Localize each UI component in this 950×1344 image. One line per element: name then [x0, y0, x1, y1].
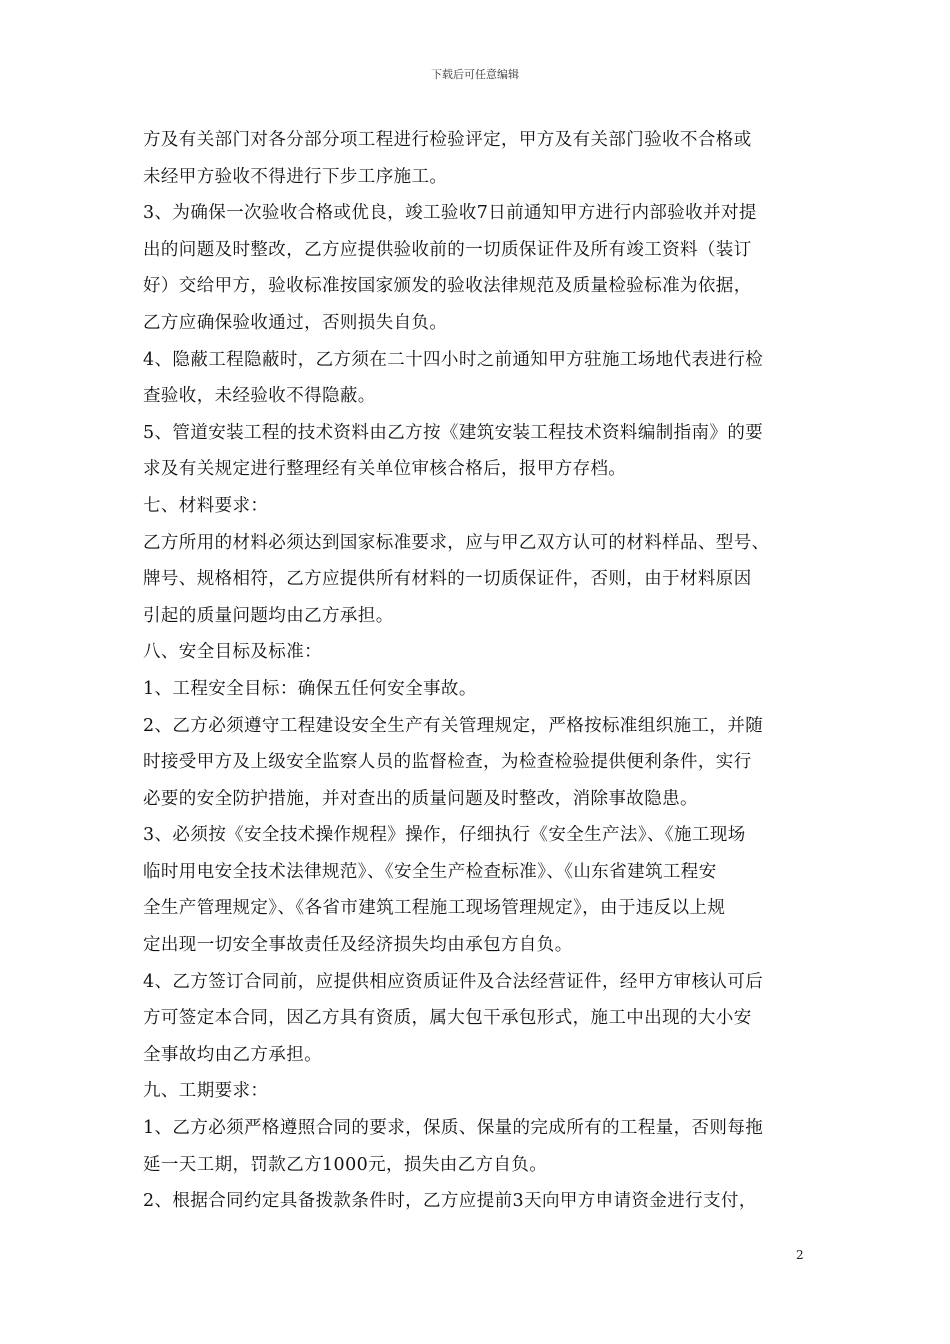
text-line: 1、工程安全目标：确保五任何安全事故。: [143, 678, 477, 699]
text-line: 2、乙方必须遵守工程建设安全生产有关管理规定，严格按标准组织施工，并随: [143, 715, 764, 736]
text-line: 出的问题及时整改，乙方应提供验收前的一切质保证件及所有竣工资料（装订: [143, 239, 752, 260]
text-line: 4、隐蔽工程隐蔽时，乙方须在二十四小时之前通知甲方驻施工场地代表进行检: [143, 349, 764, 370]
text-line: 乙方应确保验收通过，否则损失自负。: [143, 312, 448, 333]
text-line: 3、必须按《安全技术操作规程》操作，仔细执行《安全生产法》、《施工现场: [143, 825, 746, 846]
text-line: 方可签定本合同，因乙方具有资质，属大包干承包形式，施工中出现的大小安: [143, 1008, 752, 1029]
text-line: 定出现一切安全事故责任及经济损失均由承包方自负。: [143, 935, 573, 956]
page-number: 2: [796, 1248, 804, 1262]
text-line: 未经甲方验收不得进行下步工序施工。: [143, 166, 448, 187]
text-line: 好）交给甲方，验收标准按国家颁发的验收法律规范及质量检验标准为依据，: [143, 276, 752, 297]
text-line: 延一天工期，罚款乙方1000元，损失由乙方自负。: [143, 1154, 548, 1175]
text-line: 时接受甲方及上级安全监察人员的监督检查，为检查检验提供便利条件，实行: [143, 752, 752, 773]
text-line: 牌号、规格相符，乙方应提供所有材料的一切质保证件，否则，由于材料原因: [143, 569, 752, 590]
text-line: 必要的安全防护措施，并对查出的质量问题及时整改，消除事故隐患。: [143, 788, 698, 809]
page-header-note: 下载后可任意编辑: [431, 68, 519, 81]
text-line: 4、乙方签订合同前，应提供相应资质证件及合法经营证件，经甲方审核认可后: [143, 971, 764, 992]
text-line: 引起的质量问题均由乙方承担。: [143, 605, 394, 626]
text-line: 1、乙方必须严格遵照合同的要求，保质、保量的完成所有的工程量，否则每拖: [143, 1118, 764, 1139]
text-line: 2、根据合同约定具备拨款条件时，乙方应提前3天向甲方申请资金进行支付，: [143, 1191, 757, 1212]
document-body: [143, 122, 808, 1220]
text-line: 查验收，未经验收不得隐蔽。: [143, 386, 376, 407]
section-heading: 九、工期要求：: [143, 1081, 269, 1102]
text-line: 乙方所用的材料必须达到国家标准要求，应与甲乙双方认可的材料样品、型号、: [143, 532, 770, 553]
text-line: 方及有关部门对各分部分项工程进行检验评定，甲方及有关部门验收不合格或: [143, 130, 752, 150]
text-line: 临时用电安全技术法律规范》、《安全生产检查标准》、《山东省建筑工程安: [143, 861, 717, 882]
text-line: 全生产管理规定》、《各省市建筑工程施工现场管理规定》，由于违反以上规: [143, 898, 726, 919]
section-heading: 七、材料要求：: [143, 495, 269, 516]
text-line: 全事故均由乙方承担。: [143, 1044, 322, 1065]
text-line: 3、为确保一次验收合格或优良，竣工验收7日前通知甲方进行内部验收并对提: [143, 203, 757, 224]
text-line: 求及有关规定进行整理经有关单位审核合格后，报甲方存档。: [143, 459, 627, 480]
text-line: 5、管道安装工程的技术资料由乙方按《建筑安装工程技术资料编制指南》的要: [143, 422, 764, 443]
section-heading: 八、安全目标及标准：: [143, 642, 322, 663]
